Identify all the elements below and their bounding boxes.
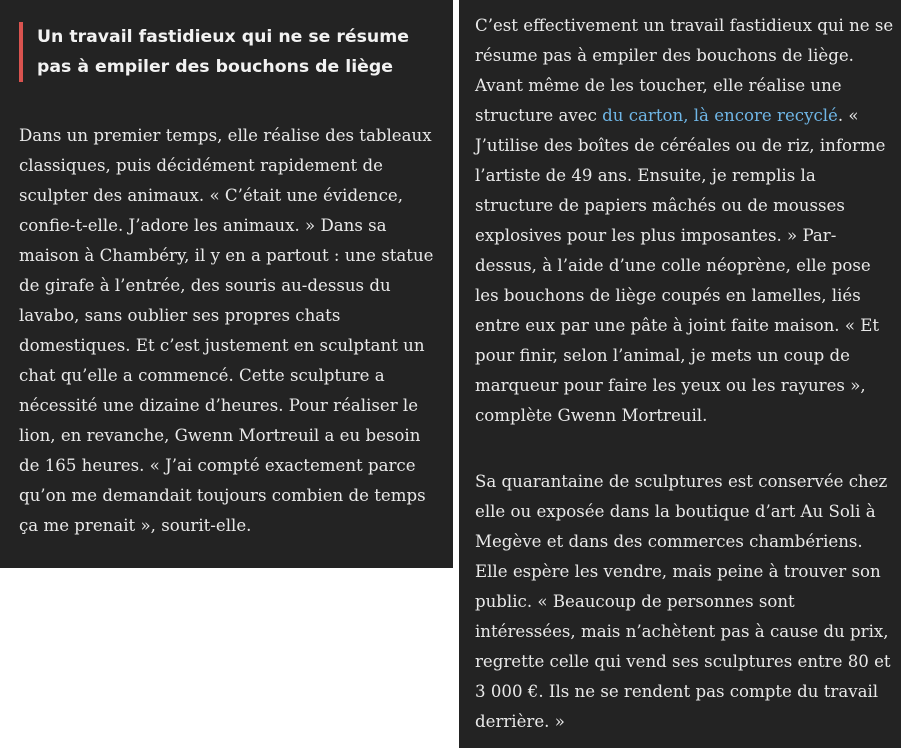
- paragraph-text: . « J’utilise des boîtes de céréales ou de riz, informe l’artiste de 49 ans. Ensuite, je remplis la structure de papiers mâchés ou de mousses explosives pour les plus imposantes. » Par-dessus, à l’aide d’une colle néoprène, elle pose les bouchons de liège coupés en lamelles, liés entre eux par une pâte à joint faite maison. « Et pour finir, selon l’animal, je mets un coup de marqueur pour faire les yeux ou les rayures », complète Gwenn Mortreuil.: [475, 106, 886, 425]
- left-paragraph: Dans un premier temps, elle réalise des tableaux classiques, puis décidément rapidement de sculpter des animaux. « C’était une évidence, confie-t-elle. J’adore les animaux. » Dans sa maison à Chambéry, il y en a partout : une statue de girafe à l’entrée, des souris au-dessus du lavabo, sans oublier ses propres chats domestiques. Et c’est justement en sculptant un chat qu’elle a commencé. Cette sculpture a nécessité une dizaine d’heures. Pour réaliser le lion, en revanche, Gwenn Mortreuil a eu besoin de 165 heures. « J’ai compté exactement parce qu’on me demandait toujours combien de temps ça me prenait », sourit-elle.: [19, 126, 434, 535]
- section-subheading: Un travail fastidieux qui ne se résume pas à empiler des bouchons de liège: [19, 22, 439, 82]
- paragraph-text: C’est effectivement un travail fastidieux qui ne se résume pas à empiler des bouchons de liège. Avant même de les toucher, elle réalise une structure avec: [475, 16, 894, 125]
- right-article-panel: [459, 0, 901, 748]
- right-paragraph-2: Sa quarantaine de sculptures est conservée chez elle ou exposée dans la boutique d’art Au Soli à Megève et dans des commerces chambériens. Elle espère les vendre, mais peine à trouver son public. « Beaucoup de personnes sont intéressées, mais n’achètent pas à cause du prix, regrette celle qui vend ses sculptures entre 80 et 3 000 €. Ils ne se rendent pas compte du travail derrière. »: [475, 472, 891, 731]
- left-article-panel: [0, 0, 453, 568]
- carton-link[interactable]: du carton, là encore recyclé: [602, 106, 838, 125]
- right-paragraph-1: [475, 11, 895, 431]
